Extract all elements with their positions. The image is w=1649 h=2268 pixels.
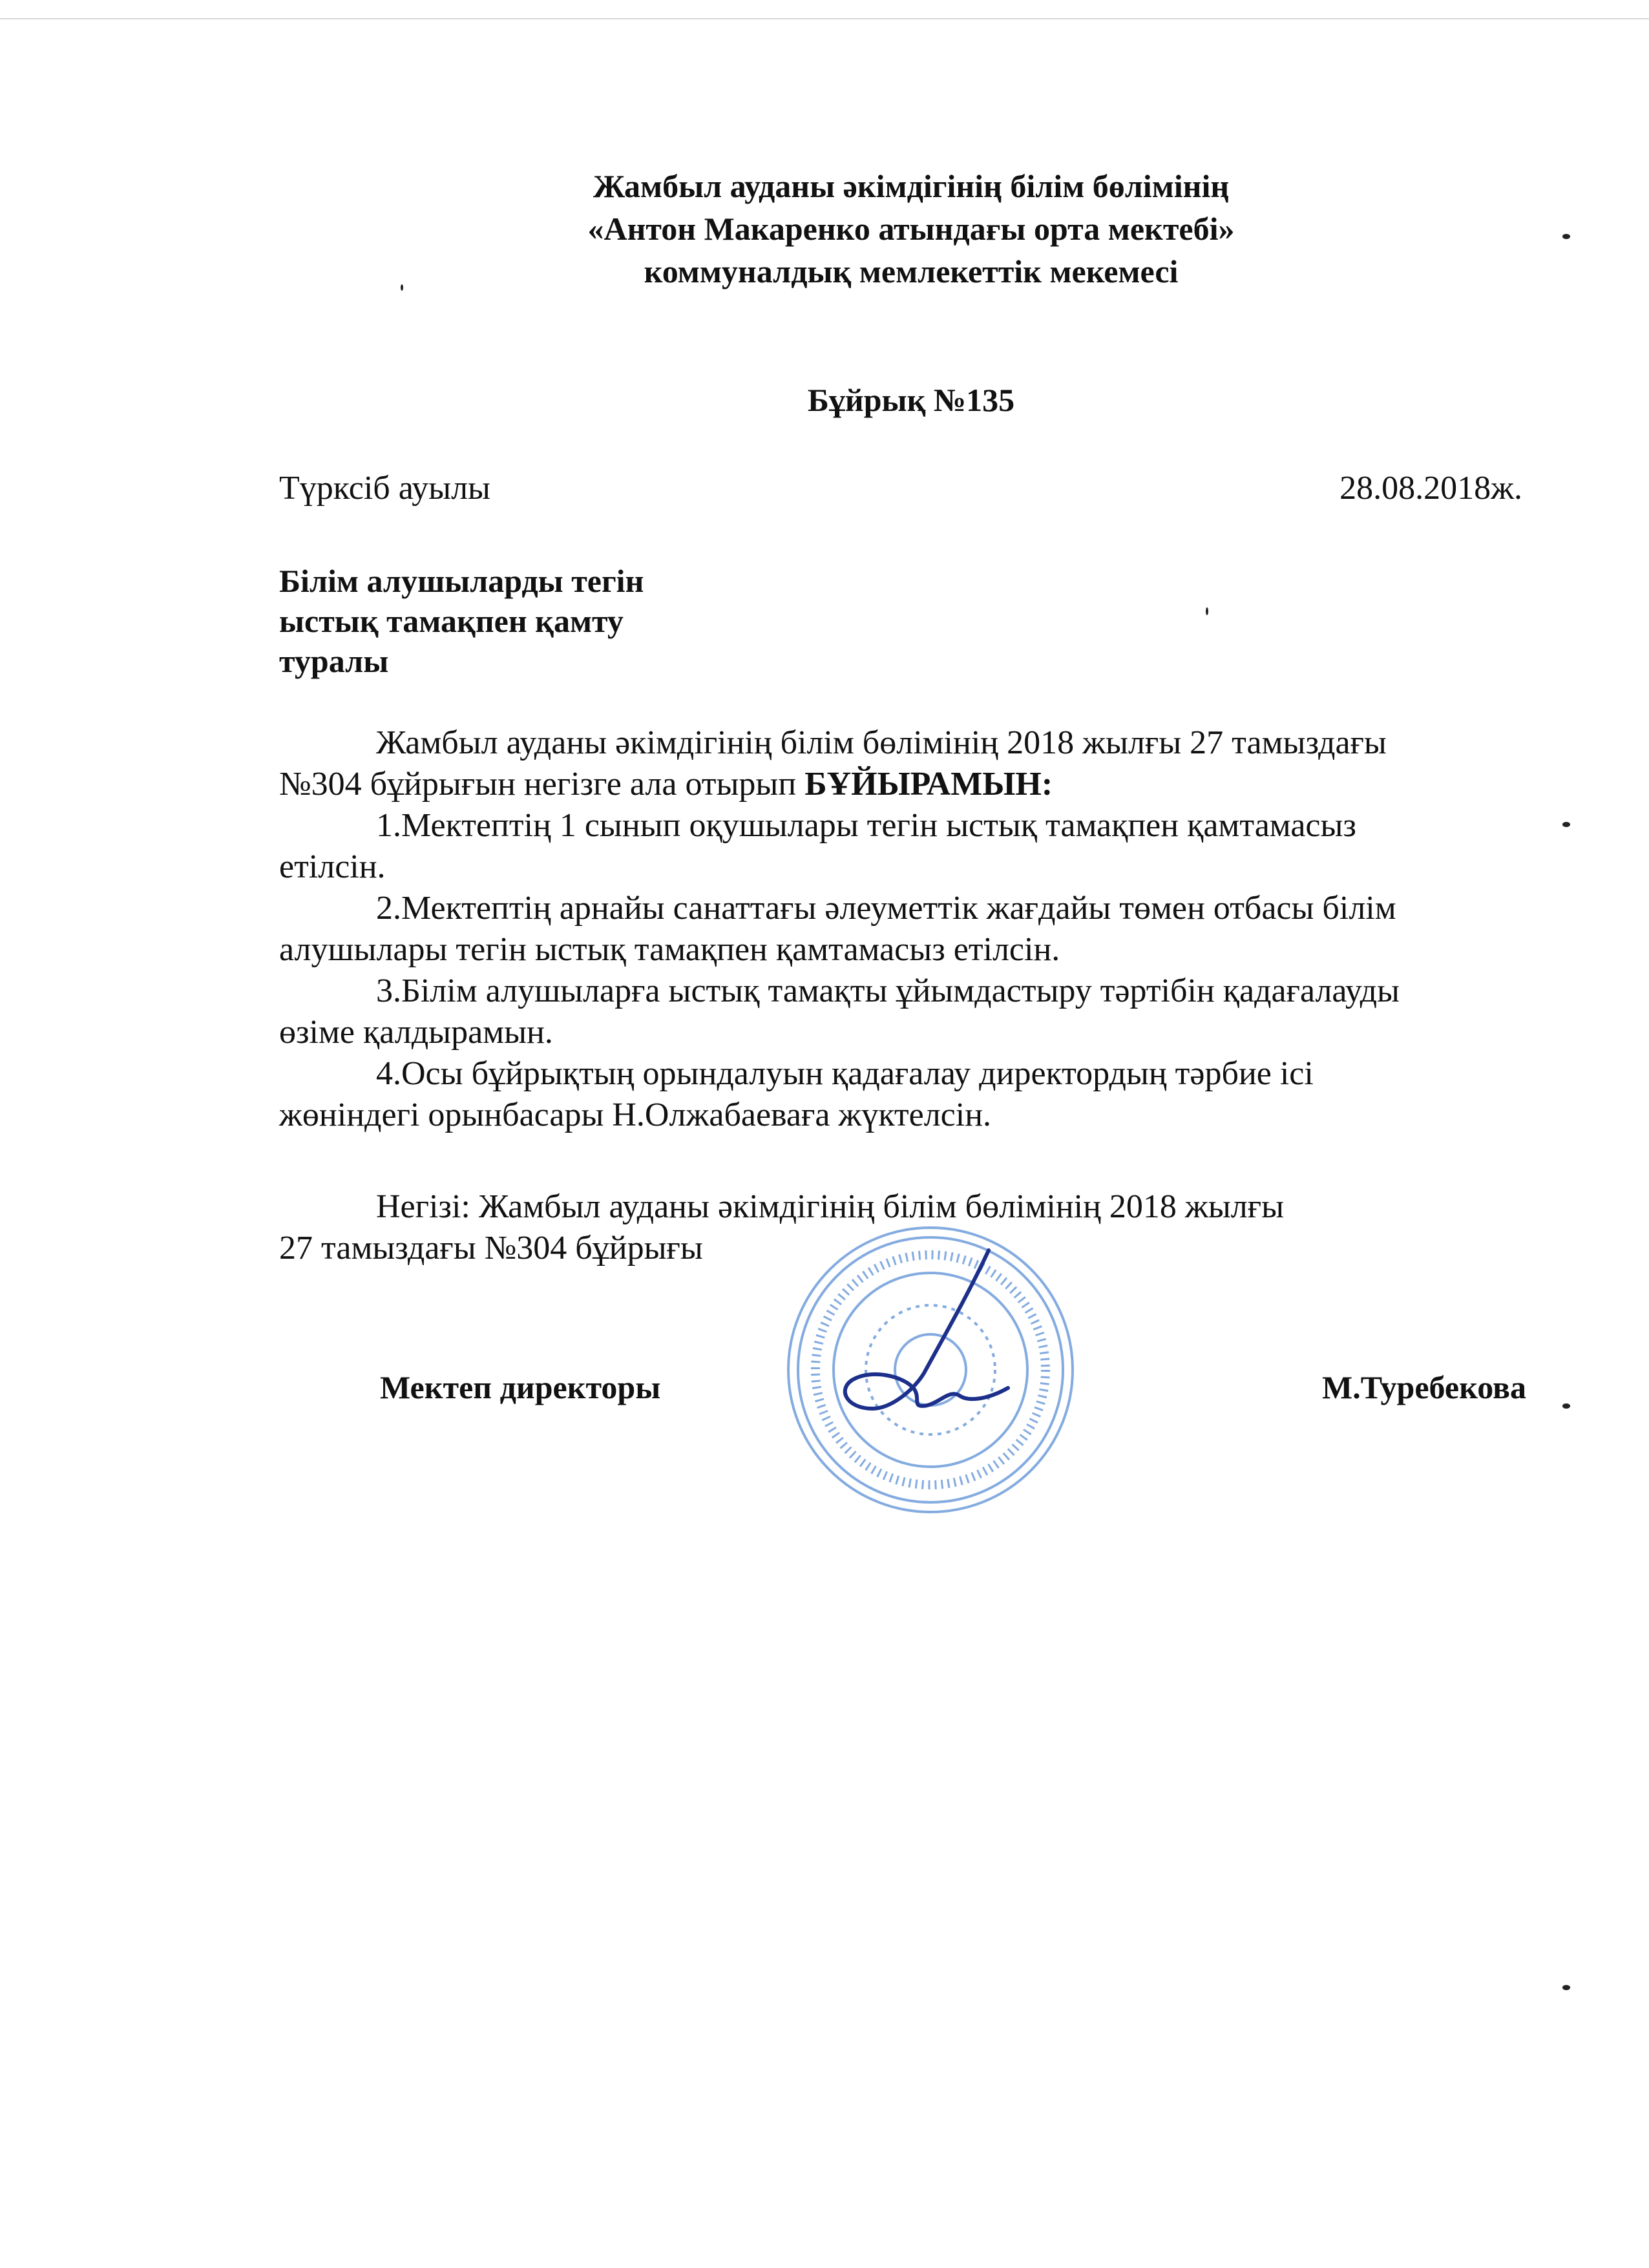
organization-header [0, 165, 1649, 293]
item-2-line-2: алушылары тегін ыстық тамақпен қамтамасыз етілсін. [279, 931, 1060, 968]
basis-line-2: 27 тамыздағы №304 бұйрығы [279, 1230, 703, 1266]
order-verb: БҰЙЫРАМЫН: [804, 766, 1053, 803]
paragraph-gap [279, 1136, 1526, 1186]
subject-line-2: ыстық тамақпен қамту [279, 603, 624, 639]
basis-line-1: Негізі: Жамбыл ауданы әкімдігінің білім бөлімінің 2018 жылғы [376, 1188, 1285, 1225]
order-date: 28.08.2018ж. [1339, 470, 1522, 507]
item-4-line-2: жөніндегі орынбасары Н.Олжабаеваға жүктелсін. [279, 1097, 992, 1133]
header-line-3: коммуналдық мемлекеттік мекемесі [644, 253, 1179, 289]
scan-speck [1206, 607, 1208, 615]
order-body [279, 722, 1526, 1269]
item-3-line-1: 3.Білім алушыларға ыстық тамақты ұйымдастыру тәртібін қадағалауды [376, 972, 1400, 1009]
intro-line-2 [279, 764, 1526, 805]
stamp-emblem-circle [866, 1305, 995, 1434]
order-subject [279, 561, 644, 681]
scan-speck [401, 284, 403, 291]
scan-top-edge [0, 18, 1649, 19]
order-title: Бұйрық №135 [807, 382, 1015, 418]
item-2-line-1: 2.Мектептің арнайы санаттағы әлеуметтік жағдайы төмен отбасы білім [376, 890, 1396, 927]
signer-title: Мектеп директоры [380, 1369, 661, 1405]
header-line-1: Жамбыл ауданы әкімдігінің білім бөлімінің [593, 168, 1230, 204]
item-3-line-2: өзіме қалдырамын. [279, 1014, 553, 1051]
scan-speck [1562, 234, 1570, 239]
stamp-outer-ring [788, 1228, 1073, 1512]
subject-line-1: Білім алушыларды тегін [279, 563, 644, 599]
item-1-line-1: 1.Мектептің 1 сынып оқушылары тегін ыстық тамақпен қамтамасыз [376, 807, 1356, 844]
header-line-2: «Антон Макаренко атындағы орта мектебі» [587, 211, 1235, 247]
scan-speck [1562, 1403, 1570, 1409]
stamp-text-ring [815, 1255, 1045, 1485]
scan-speck [1562, 822, 1570, 827]
official-stamp [775, 1215, 1086, 1525]
intro-text: №304 бұйрығын негізге ала отырып [279, 766, 805, 803]
subject-line-3: туралы [279, 643, 389, 679]
scan-speck [1562, 1985, 1570, 1990]
item-1-line-2: етілсін. [279, 848, 386, 885]
item-4-line-1: 4.Осы бұйрықтың орындалуын қадағалау директордың тәрбие ісі [376, 1055, 1314, 1092]
intro-line-1: Жамбыл ауданы әкімдігінің білім бөлімінің 2018 жылғы 27 тамыздағы [376, 724, 1387, 761]
signer-name: М.Туребекова [1322, 1369, 1526, 1405]
place-name: Түрксіб ауылы [279, 470, 490, 507]
stamp-inner-ring [834, 1273, 1027, 1467]
stamp-ring-2 [798, 1237, 1063, 1502]
